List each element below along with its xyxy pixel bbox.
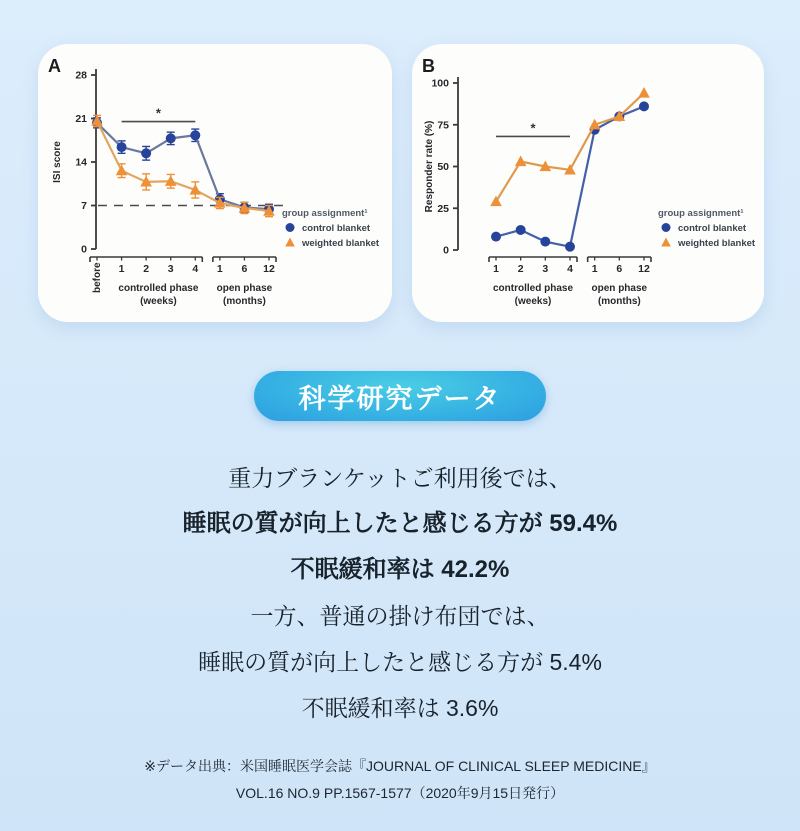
legend-circle-marker bbox=[286, 223, 295, 232]
text-line-4: 一方、普通の掛け布団では、 bbox=[250, 603, 550, 629]
chart-card-b bbox=[412, 44, 764, 322]
y-axis-title: ISI score bbox=[52, 141, 63, 183]
svg-text:weighted blanket: weighted blanket bbox=[678, 238, 756, 249]
series-weighted-blanket bbox=[91, 115, 275, 217]
svg-text:control blanket: control blanket bbox=[302, 223, 371, 234]
section-badge bbox=[254, 371, 546, 421]
text-line-5: 睡眠の質が向上したと感じる方が 5.4% bbox=[198, 649, 602, 675]
chart-panel-B bbox=[412, 44, 764, 322]
chart-panel-A bbox=[38, 44, 392, 322]
legend bbox=[658, 208, 756, 249]
footnote bbox=[0, 753, 800, 807]
significance-bar bbox=[122, 106, 196, 122]
svg-text:75: 75 bbox=[437, 119, 449, 132]
x-axis bbox=[489, 257, 651, 307]
svg-text:controlled phase: controlled phase bbox=[118, 283, 199, 294]
svg-text:1: 1 bbox=[493, 263, 499, 275]
footnote-line-1: ※データ出典：米国睡眠医学会誌『JOURNAL OF CLINICAL SLEEP MEDICINE』 bbox=[144, 758, 656, 774]
panel-label: B bbox=[422, 56, 435, 76]
badge-label: 科学研究データ bbox=[298, 383, 502, 414]
svg-text:open phase: open phase bbox=[591, 283, 648, 294]
svg-text:4: 4 bbox=[567, 263, 573, 275]
x-axis bbox=[90, 257, 276, 307]
svg-text:12: 12 bbox=[263, 263, 275, 275]
svg-text:100: 100 bbox=[431, 77, 449, 90]
svg-text:14: 14 bbox=[75, 156, 87, 169]
series-weighted-blanket bbox=[490, 87, 650, 206]
svg-text:7: 7 bbox=[81, 200, 87, 212]
y-axis bbox=[75, 69, 96, 256]
svg-text:4: 4 bbox=[192, 263, 199, 275]
svg-text:(months): (months) bbox=[597, 296, 641, 307]
svg-text:group assignment¹: group assignment¹ bbox=[658, 208, 744, 219]
legend bbox=[282, 208, 380, 249]
series-control-blanket bbox=[491, 101, 649, 251]
svg-text:1: 1 bbox=[591, 263, 598, 275]
svg-text:3: 3 bbox=[167, 263, 174, 275]
svg-text:50: 50 bbox=[437, 161, 449, 173]
significance-bar bbox=[496, 120, 570, 136]
svg-text:before: before bbox=[92, 262, 103, 293]
svg-text:25: 25 bbox=[437, 202, 449, 215]
svg-text:1: 1 bbox=[118, 263, 125, 275]
legend-triangle-marker bbox=[661, 238, 671, 247]
svg-text:*: * bbox=[155, 105, 161, 121]
svg-text:2: 2 bbox=[143, 263, 150, 275]
text-line-1: 重力ブランケットご利用後では、 bbox=[228, 465, 572, 491]
svg-text:weighted blanket: weighted blanket bbox=[302, 238, 380, 249]
footnote-line-2: VOL.16 NO.9 PP.1567-1577（2020年9月15日発行） bbox=[235, 785, 565, 801]
svg-text:3: 3 bbox=[542, 263, 549, 275]
svg-text:group assignment¹: group assignment¹ bbox=[282, 208, 368, 219]
y-axis-title: Responder rate (%) bbox=[424, 120, 435, 213]
svg-text:(months): (months) bbox=[223, 296, 266, 307]
y-axis bbox=[431, 77, 458, 257]
svg-text:0: 0 bbox=[81, 243, 87, 256]
legend-triangle-marker bbox=[285, 238, 295, 247]
legend-circle-marker bbox=[662, 223, 671, 232]
text-line-3: 不眠緩和率は 42.2% bbox=[290, 556, 510, 583]
chart-card-a bbox=[38, 44, 392, 322]
svg-text:1: 1 bbox=[216, 263, 223, 275]
text-line-2: 睡眠の質が向上したと感じる方が 59.4% bbox=[182, 510, 618, 537]
svg-text:6: 6 bbox=[241, 263, 248, 275]
svg-text:6: 6 bbox=[616, 263, 623, 275]
svg-text:(weeks): (weeks) bbox=[140, 296, 177, 307]
svg-text:28: 28 bbox=[75, 69, 87, 82]
svg-text:21: 21 bbox=[75, 113, 87, 125]
svg-text:open phase: open phase bbox=[216, 283, 273, 294]
svg-text:2: 2 bbox=[517, 263, 524, 275]
body-text-block bbox=[0, 455, 800, 731]
svg-text:*: * bbox=[530, 120, 536, 136]
svg-text:12: 12 bbox=[638, 263, 650, 275]
panel-label: A bbox=[48, 56, 61, 76]
text-line-6: 不眠緩和率は 3.6% bbox=[301, 695, 499, 721]
svg-text:control blanket: control blanket bbox=[678, 223, 747, 234]
svg-text:0: 0 bbox=[443, 244, 449, 257]
svg-text:(weeks): (weeks) bbox=[514, 296, 552, 307]
svg-text:controlled phase: controlled phase bbox=[492, 283, 574, 294]
